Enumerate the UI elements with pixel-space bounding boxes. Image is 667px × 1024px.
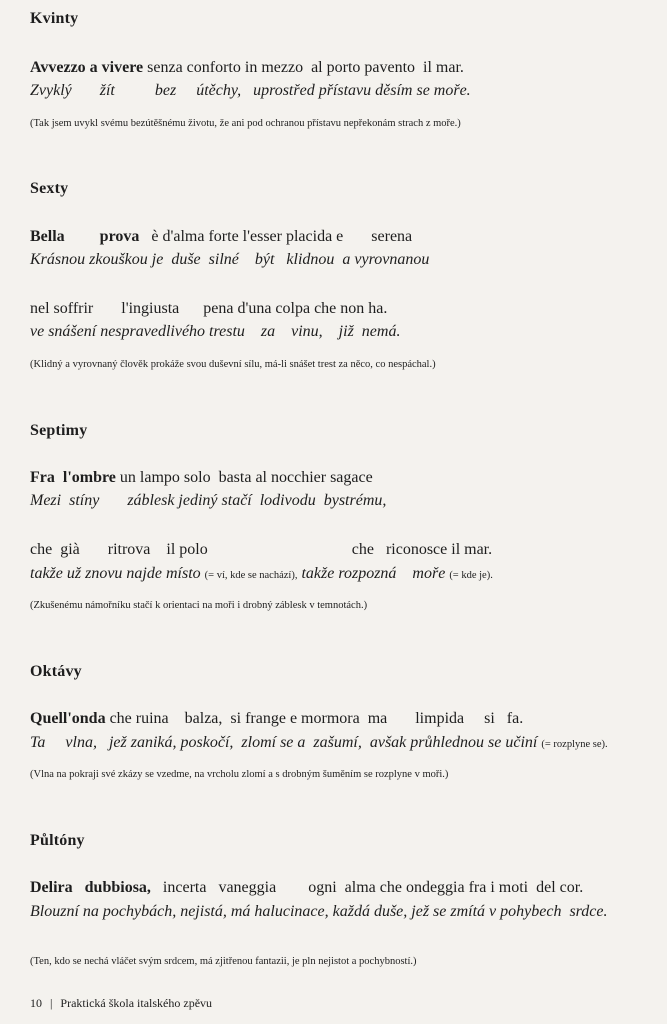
italian-bold-word: prova bbox=[99, 228, 140, 245]
italian-text: un lampo solo basta al nocchier sagace bbox=[115, 469, 373, 486]
section-heading-kvinty: Kvinty bbox=[30, 10, 79, 27]
italian-bold-word: Quell'onda bbox=[30, 710, 106, 727]
czech-translation-line bbox=[30, 733, 608, 755]
section-heading-oktavy: Oktávy bbox=[30, 663, 82, 680]
italian-bold-word: Bella bbox=[30, 228, 65, 245]
czech-translation-line: Krásnou zkouškou je duše silné být klidnou a vyrovnanou bbox=[30, 251, 430, 268]
czech-text: takže rozpozná moře bbox=[297, 565, 450, 582]
italian-bold-phrase: Fra l'ombre bbox=[30, 469, 116, 486]
inline-gloss: (= kde je). bbox=[449, 570, 493, 581]
czech-text: takže už znovu najde místo bbox=[30, 565, 205, 582]
italian-text: è d'alma forte l'esser placida e serena bbox=[139, 228, 413, 245]
italian-line: che già ritrova il polo che riconosce il mar. bbox=[30, 541, 493, 558]
italian-text: incerta vaneggia ogni alma che ondeggia fra i moti del cor. bbox=[150, 879, 584, 896]
italian-text: che ruina balza, si frange e mormora ma limpida si fa. bbox=[105, 710, 524, 727]
italian-line bbox=[30, 58, 464, 78]
czech-translation-line: ve snášení nespravedlivého trestu za vinu, již nemá. bbox=[30, 323, 401, 340]
italian-bold-phrase: Avvezzo a vivere bbox=[30, 59, 144, 76]
section-heading-sexty: Sexty bbox=[30, 180, 69, 197]
paraphrase-note: (Ten, kdo se nechá vláčet svým srdcem, má zjitřenou fantazii, je pln nejistot a pochybností.) bbox=[30, 956, 417, 967]
page-number: 10 bbox=[30, 996, 42, 1010]
section-heading-pultony: Půltóny bbox=[30, 832, 85, 849]
page-footer bbox=[30, 996, 212, 1011]
italian-line bbox=[30, 468, 373, 488]
italian-line: nel soffrir l'ingiusta pena d'una colpa che non ha. bbox=[30, 300, 388, 317]
inline-gloss: (= rozplyne se). bbox=[541, 739, 608, 750]
italian-line bbox=[30, 227, 412, 247]
italian-line bbox=[30, 878, 583, 898]
czech-text: Ta vlna, jež zaniká, poskočí, zlomí se a zašumí, avšak průhlednou se učiní bbox=[30, 734, 542, 751]
paraphrase-note: (Tak jsem uvykl svému bezútěšnému životu, že ani pod ochranou přístavu nepřekonám strach z moře.) bbox=[30, 118, 461, 129]
section-heading-septimy: Septimy bbox=[30, 422, 88, 439]
italian-text: senza conforto in mezzo al porto pavento il mar. bbox=[143, 59, 464, 76]
italian-bold-phrase: Delira dubbiosa, bbox=[30, 879, 151, 896]
italian-line bbox=[30, 709, 523, 729]
book-title: Praktická škola italského zpěvu bbox=[60, 996, 213, 1010]
footer-separator: | bbox=[50, 996, 53, 1010]
paraphrase-note: (Klidný a vyrovnaný člověk prokáže svou duševní sílu, má-li snášet trest za něco, co nespáchal.) bbox=[30, 359, 436, 370]
czech-translation-line: Mezi stíny záblesk jediný stačí lodivodu bystrému, bbox=[30, 492, 387, 509]
czech-translation-line: Blouzní na pochybách, nejistá, má halucinace, každá duše, jež se zmítá v pohybech srdce. bbox=[30, 903, 608, 920]
czech-translation-line bbox=[30, 564, 493, 586]
inline-gloss: (= ví, kde se nachází), bbox=[204, 570, 298, 581]
czech-translation-line: Zvyklý žít bez útěchy, uprostřed přístavu děsím se moře. bbox=[30, 82, 471, 99]
paraphrase-note: (Vlna na pokraji své zkázy se vzedme, na vrcholu zlomí a s drobným šuměním se rozplyne v moři.) bbox=[30, 769, 449, 780]
paraphrase-note: (Zkušenému námořníku stačí k orientaci na moři i drobný záblesk v temnotách.) bbox=[30, 600, 368, 611]
